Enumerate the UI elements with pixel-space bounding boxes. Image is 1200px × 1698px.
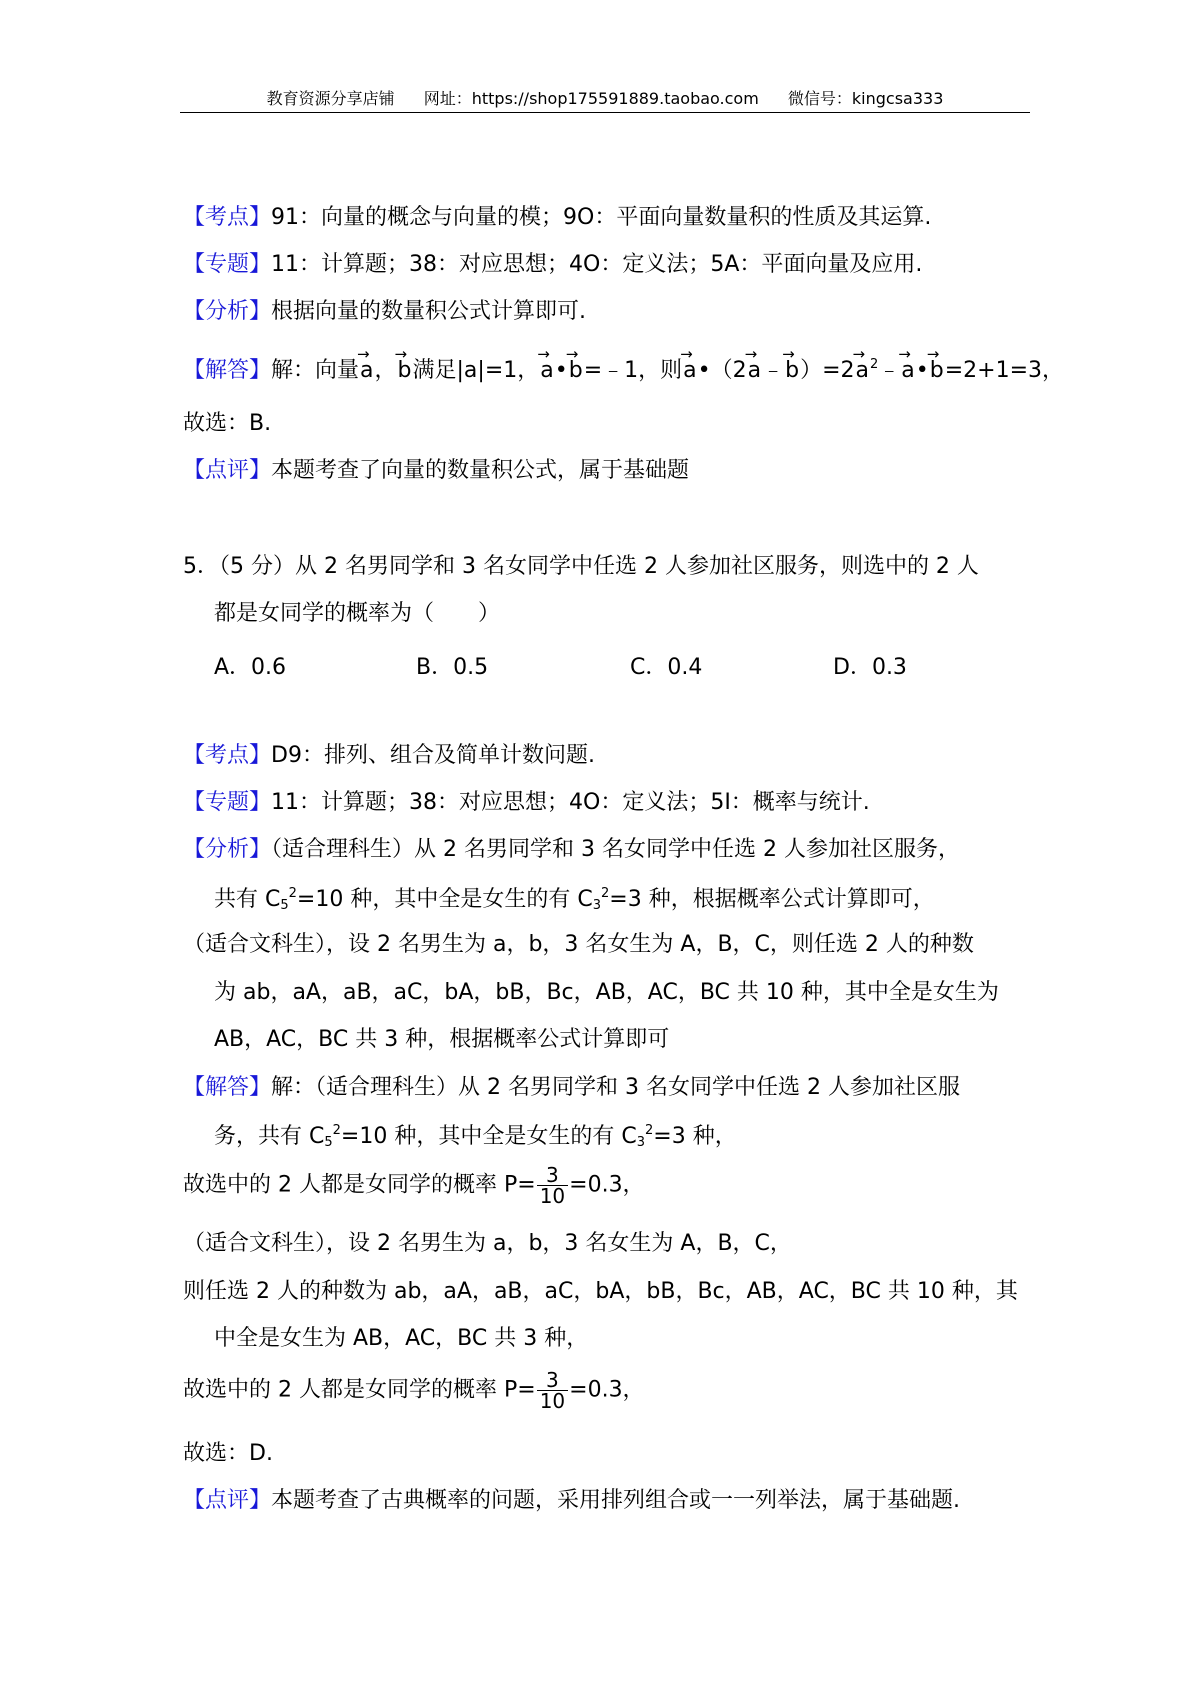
- q5-fenxi-line1: [183, 839, 960, 861]
- q5-answer: 故选：D.: [183, 1441, 273, 1466]
- q5-prob-line2: [183, 1370, 645, 1411]
- zhuanti-text: 11：计算题；38：对应思想；4O：定义法；5I：概率与统计.: [271, 790, 870, 815]
- comma: ，: [374, 358, 397, 383]
- vector-b: → b: [929, 360, 945, 382]
- eq-one: =1，: [484, 358, 540, 383]
- jieda-tag: 【解答】: [183, 1075, 272, 1100]
- kaodian-tag: 【考点】: [183, 205, 272, 230]
- q5-dianping: [183, 1490, 960, 1512]
- header-divider: [180, 112, 1030, 113]
- q5-wen-line3: 中全是女生为 AB，AC，BC 共 3 种，: [214, 1326, 589, 1351]
- vector-b: → b: [568, 360, 584, 382]
- denominator: 10: [539, 1389, 566, 1413]
- text: 故选中的 2 人都是女同学的概率 P=: [183, 1172, 536, 1198]
- q4-answer: 故选：B.: [183, 411, 272, 436]
- numerator: 3: [537, 1165, 568, 1186]
- text: =0.3，: [569, 1377, 645, 1403]
- q5-zhuanti: [183, 792, 870, 814]
- sup: 2: [644, 1123, 654, 1138]
- text: 务，共有 C: [214, 1124, 325, 1149]
- zhuanti-text: 11：计算题；38：对应思想；4O：定义法；5A：平面向量及应用.: [271, 252, 923, 277]
- vector-b: → b: [397, 360, 413, 382]
- fenxi-text: 根据向量的数量积公式计算即可.: [271, 299, 587, 324]
- sub: 5: [324, 1135, 333, 1150]
- sup: 2: [600, 886, 610, 901]
- zhuanti-tag: 【专题】: [183, 252, 272, 277]
- eq-minus-one: =﹣1，则: [583, 358, 683, 383]
- text: =10 种，其中全是女生的有 C: [296, 887, 593, 912]
- shop-name: 教育资源分享店铺: [266, 89, 395, 108]
- option-c: C．0.4: [630, 655, 703, 680]
- option-b: B．0.5: [416, 655, 489, 680]
- q5-fenxi-line4: 为 ab，aA，aB，aC，bA，bB，Bc，AB，AC，BC 共 10 种，其中全是女生为: [214, 980, 999, 1005]
- text: =0.3，: [569, 1172, 645, 1198]
- dianping-text: 本题考查了古典概率的问题，采用排列组合或一一列举法，属于基础题.: [271, 1488, 961, 1513]
- sub: 5: [280, 898, 289, 913]
- shop-url: 网址：https://shop175591889.taobao.com: [423, 89, 759, 108]
- minus-op: ﹣: [878, 358, 901, 383]
- dianping-text: 本题考查了向量的数量积公式，属于基础题: [271, 458, 690, 483]
- q5-prob-line1: [183, 1165, 645, 1206]
- vector-b: → b: [784, 360, 800, 382]
- text: 故选中的 2 人都是女同学的概率 P=: [183, 1377, 536, 1403]
- q4-dianping: [183, 460, 689, 482]
- kaodian-text: D9：排列、组合及简单计数问题.: [271, 743, 595, 768]
- q5-stem-line2: 都是女同学的概率为（ ）: [214, 601, 501, 626]
- sub: 3: [592, 898, 601, 913]
- fenxi-text: （适合理科生）从 2 名男同学和 3 名女同学中任选 2 人参加社区服务，: [271, 837, 960, 862]
- paren-open: （2: [710, 358, 747, 383]
- fraction: [537, 1370, 568, 1411]
- sub: 3: [636, 1135, 645, 1150]
- page-header: [180, 86, 1030, 109]
- sup: 2: [332, 1123, 341, 1138]
- sup: 2: [288, 886, 297, 901]
- q5-jieda-line1: [183, 1077, 960, 1099]
- q4-jieda: [183, 358, 1064, 382]
- text: 共有 C: [214, 887, 281, 912]
- q5-kaodian: [183, 745, 595, 767]
- fraction: [537, 1165, 568, 1206]
- text: =10 种，其中全是女生的有 C: [340, 1124, 637, 1149]
- q4-kaodian: [183, 207, 931, 229]
- dot-op: •: [554, 358, 568, 383]
- square-exp: 2: [870, 357, 879, 372]
- vector-a: → a: [682, 360, 697, 382]
- dianping-tag: 【点评】: [183, 1488, 272, 1513]
- q5-wen-line1: （适合文科生），设 2 名男生为 a，b，3 名女生为 A，B，C，: [183, 1231, 792, 1256]
- q5-wen-line2: 则任选 2 人的种数为 ab，aA，aB，aC，bA，bB，Bc，AB，AC，BC 共 10 种，其: [183, 1279, 1018, 1304]
- vector-a: → a: [855, 360, 870, 382]
- text: 解：（适合理科生）从 2 名男同学和 3 名女同学中任选 2 人参加社区服: [271, 1075, 960, 1100]
- q4-zhuanti: [183, 254, 922, 276]
- zhuanti-tag: 【专题】: [183, 790, 272, 815]
- vector-a: → a: [900, 360, 915, 382]
- q5-jieda-line2: [214, 1124, 737, 1149]
- numerator: 3: [537, 1370, 568, 1391]
- vector-a: → a: [747, 360, 762, 382]
- dot-op: •: [697, 358, 711, 383]
- dianping-tag: 【点评】: [183, 458, 272, 483]
- wechat-id: 微信号：kingcsa333: [787, 89, 944, 108]
- text: =3 种，: [653, 1124, 737, 1149]
- result: =2+1=3，: [944, 358, 1065, 383]
- paren-close: ）=2: [800, 358, 855, 383]
- abs-a: |a|: [456, 358, 485, 383]
- q5-fenxi-line2: [214, 887, 935, 912]
- q5-fenxi-line5: AB，AC，BC 共 3 种，根据概率公式计算即可: [214, 1027, 670, 1052]
- jieda-pre: 解：向量: [271, 358, 360, 383]
- denominator: 10: [539, 1184, 566, 1208]
- option-a: A．0.6: [214, 655, 287, 680]
- dot-op: •: [915, 358, 929, 383]
- vector-a: → a: [539, 360, 554, 382]
- vector-a: → a: [359, 360, 374, 382]
- kaodian-text: 91：向量的概念与向量的模；9O：平面向量数量积的性质及其运算.: [271, 205, 932, 230]
- q5-stem-line1: 5．（5 分）从 2 名男同学和 3 名女同学中任选 2 人参加社区服务，则选中的 2 人: [183, 554, 979, 579]
- option-d: D．0.3: [833, 655, 907, 680]
- fenxi-tag: 【分析】: [183, 837, 272, 862]
- q4-fenxi: [183, 301, 586, 323]
- text: =3 种，根据概率公式计算即可，: [609, 887, 935, 912]
- jieda-tag: 【解答】: [183, 358, 272, 383]
- minus-op: ﹣: [762, 358, 785, 383]
- q5-fenxi-line3: （适合文科生），设 2 名男生为 a，b，3 名女生为 A，B，C，则任选 2 人的种数: [183, 932, 974, 957]
- kaodian-tag: 【考点】: [183, 743, 272, 768]
- fenxi-tag: 【分析】: [183, 299, 272, 324]
- manzu: 满足: [412, 358, 457, 383]
